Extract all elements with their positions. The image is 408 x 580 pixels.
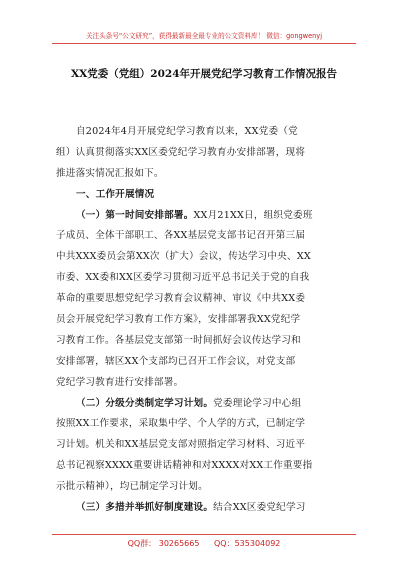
paragraph-lead: （二）分级分类制定学习计划。 (76, 397, 214, 409)
body-text: 组）认真贯彻落实XX区委党纪学习教育办安排部署，现将 (56, 146, 306, 158)
body-line (56, 164, 352, 185)
body-line (56, 289, 352, 310)
paragraph-lead: （三）多措并举抓好制度建设。 (76, 502, 214, 514)
body-text: 按照XX工作要求，采取集中学、个人学的方式，已制定学 (56, 418, 306, 430)
footer-qq-group: QQ群： 30265665 (127, 539, 200, 548)
body-text: 结合XX区委党纪学习 (213, 502, 306, 514)
body-line (56, 310, 352, 331)
body-line (56, 414, 352, 435)
body-line (56, 226, 352, 247)
paragraph-lead: 一、工作开展情况 (76, 188, 155, 200)
body-line (56, 206, 352, 227)
body-line (56, 435, 352, 456)
body-line (56, 477, 352, 498)
body-line (56, 352, 352, 373)
body-line (56, 373, 352, 394)
body-text: 习计划。机关和XX基层党支部对照指定学习材料、习近平 (56, 439, 306, 451)
footer-contact (52, 538, 356, 549)
header-banner: 关注头条号“公文研究”，获得最新最全最专业的公文资料库！ 微信：gongwenyj (85, 32, 323, 40)
body-text: 示批示精神），均已制定学习计划。 (56, 481, 208, 493)
footer-rule (52, 534, 356, 535)
body-text: 推进落实情况汇报如下。 (56, 167, 164, 179)
header-rule (52, 43, 356, 44)
body-line (56, 498, 352, 519)
section-heading (56, 185, 352, 206)
body-line (56, 268, 352, 289)
paragraph-lead: （一）第一时间安排部署。 (76, 209, 194, 221)
body-text: 自2024年4月开展党纪学习教育以来，XX党委（党 (76, 126, 298, 137)
document-title: XX党委（党组）2024年开展党纪学习教育工作情况报告 (70, 68, 338, 80)
body-text: 安排部署，辖区XX个支部均已召开工作会议，对党支部 (56, 355, 296, 367)
body-text: 革命的重要思想党纪学习教育会议精神、审议《中共XX委 (56, 293, 306, 305)
body-line (56, 456, 352, 477)
body-text: 习教育工作。各基层党支部第一时间抓好会议传达学习和 (56, 334, 301, 346)
body-text: 中共XXX委员会第XX次（扩大）会议，传达学习中央、XX (56, 251, 311, 263)
body-text: 党纪学习教育进行安排部署。 (56, 376, 184, 388)
body-line (56, 122, 352, 143)
body-text: 市委、XX委和XX区委学习贯彻习近平总书记关于党的自我 (56, 272, 310, 284)
footer-qq: QQ：535304092 (214, 539, 281, 548)
body-text: XX月21XX日，组织党委班 (193, 209, 313, 221)
body-text: 总书记视察XXXX重要讲话精神和对XXXX对XX工作重要指 (56, 460, 313, 472)
body-line (56, 331, 352, 352)
body-text: 党委理论学习中心组 (213, 397, 302, 409)
body-text: 员会开展党纪学习教育工作方案》，安排部署我XX党纪学 (56, 314, 301, 326)
body-line (56, 247, 352, 268)
body-line (56, 394, 352, 415)
body-text: 子成员、全体干部职工、各XX基层党支部书记召开第三届 (56, 230, 306, 242)
document-body (56, 122, 352, 519)
body-line (56, 143, 352, 164)
